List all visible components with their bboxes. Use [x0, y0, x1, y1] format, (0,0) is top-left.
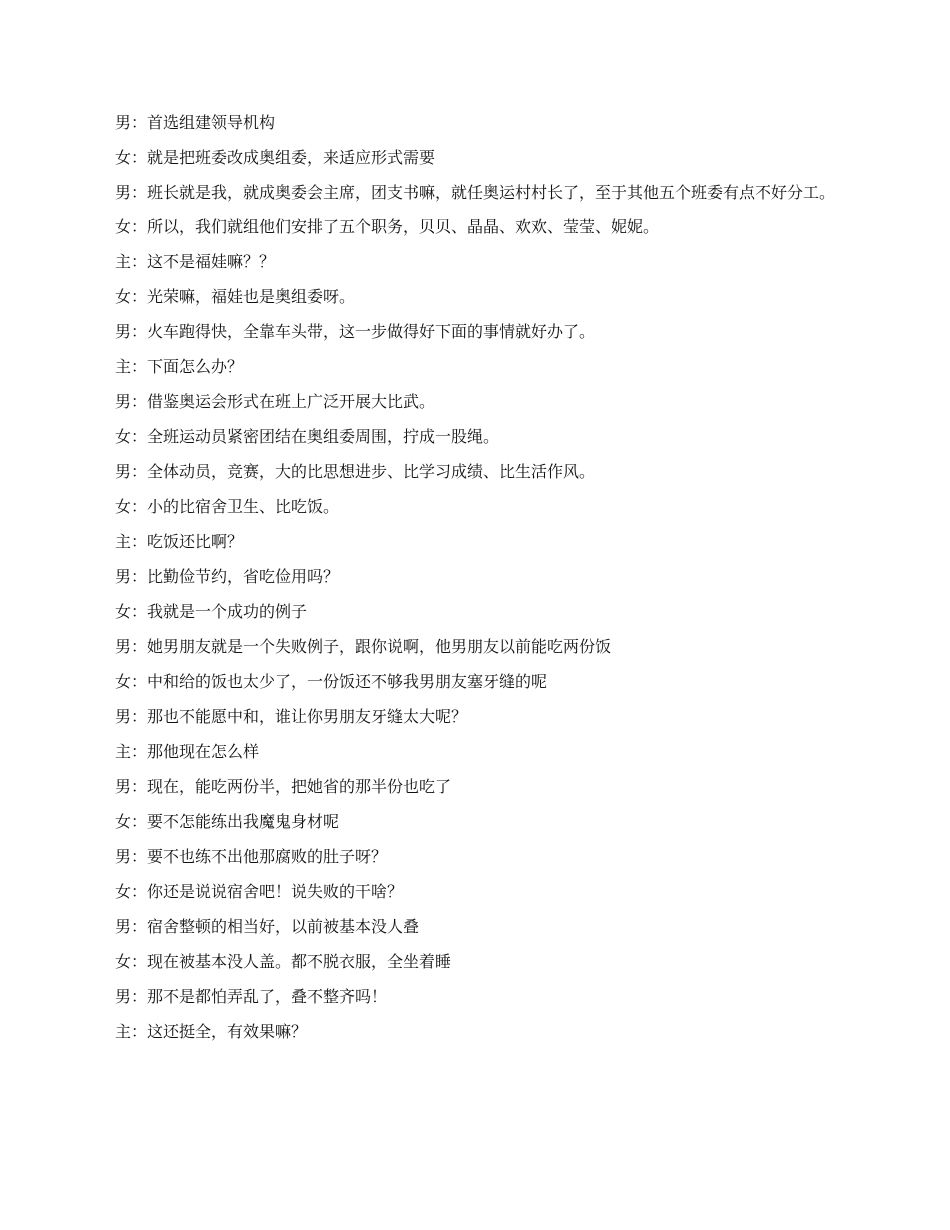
speaker-label: 男: [115, 462, 132, 481]
speaker-separator: ：: [131, 322, 148, 341]
dialogue-line: [115, 567, 840, 586]
speaker-label: 女: [115, 672, 132, 691]
speaker-label: 男: [115, 847, 132, 866]
dialogue-line: [115, 707, 840, 726]
speaker-label: 女: [115, 287, 132, 306]
dialogue-text: 光荣嘛，福娃也是奥组委呀。: [147, 287, 356, 306]
dialogue-line: [115, 357, 840, 376]
speaker-label: 女: [115, 602, 132, 621]
speaker-label: 主: [115, 742, 132, 761]
speaker-separator: ：: [131, 602, 148, 621]
dialogue-line: [115, 497, 840, 516]
dialogue-line: [115, 882, 840, 901]
dialogue-line: [115, 217, 840, 236]
dialogue-text: 班长就是我，就成奥委会主席，团支书嘛，就任奥运村村长了，至于其他五个班委有点不好分工。: [147, 183, 836, 202]
dialogue-text: 比勤俭节约，省吃俭用吗？: [147, 567, 340, 586]
dialogue-line: [115, 392, 840, 411]
dialogue-text: 你还是说说宿舍吧！说失败的干啥？: [147, 882, 404, 901]
speaker-label: 男: [115, 707, 132, 726]
dialogue-line: [115, 672, 840, 691]
speaker-label: 女: [115, 952, 132, 971]
dialogue-line: [115, 742, 840, 761]
speaker-separator: ：: [131, 392, 148, 411]
dialogue-text: 现在，能吃两份半，把她省的那半份也吃了: [147, 777, 452, 796]
dialogue-text: 要不怎能练出我魔鬼身材呢: [147, 812, 340, 831]
speaker-separator: ：: [131, 252, 148, 271]
dialogue-line: [115, 427, 840, 446]
dialogue-text: 现在被基本没人盖。都不脱衣服，全坐着睡: [147, 952, 452, 971]
dialogue-text: 就是把班委改成奥组委，来适应形式需要: [147, 148, 436, 167]
speaker-separator: ：: [131, 672, 148, 691]
dialogue-line: [115, 602, 840, 621]
speaker-separator: ：: [131, 637, 148, 656]
speaker-separator: ：: [131, 287, 148, 306]
speaker-label: 男: [115, 637, 132, 656]
speaker-label: 男: [115, 777, 132, 796]
speaker-separator: ：: [131, 148, 148, 167]
dialogue-text: 小的比宿舍卫生、比吃饭。: [147, 497, 340, 516]
speaker-label: 男: [115, 987, 132, 1006]
speaker-separator: ：: [131, 1022, 148, 1041]
speaker-separator: ：: [131, 812, 148, 831]
dialogue-line: [115, 532, 840, 551]
dialogue-text: 所以，我们就组他们安排了五个职务，贝贝、晶晶、欢欢、莹莹、妮妮。: [147, 217, 660, 236]
dialogue-text: 吃饭还比啊？: [147, 532, 244, 551]
speaker-separator: ：: [131, 847, 148, 866]
speaker-separator: ：: [131, 113, 148, 132]
dialogue-line: [115, 113, 840, 132]
dialogue-line: [115, 917, 840, 936]
speaker-separator: ：: [131, 532, 148, 551]
speaker-label: 主: [115, 1022, 132, 1041]
speaker-label: 男: [115, 917, 132, 936]
dialogue-text: 宿舍整顿的相当好，以前被基本没人叠: [147, 917, 420, 936]
dialogue-text: 下面怎么办？: [147, 357, 244, 376]
dialogue-text: 首选组建领导机构: [147, 113, 276, 132]
dialogue-line: [115, 322, 840, 341]
speaker-label: 女: [115, 217, 132, 236]
dialogue-text: 我就是一个成功的例子: [147, 602, 308, 621]
speaker-label: 女: [115, 148, 132, 167]
speaker-separator: ：: [131, 357, 148, 376]
dialogue-text: 那他现在怎么样: [147, 742, 260, 761]
speaker-label: 男: [115, 322, 132, 341]
speaker-separator: ：: [131, 462, 148, 481]
dialogue-text: 火车跑得快，全靠车头带，这一步做得好下面的事情就好办了。: [147, 322, 596, 341]
speaker-separator: ：: [131, 917, 148, 936]
dialogue-line: [115, 777, 840, 796]
dialogue-text: 全体动员，竞赛，大的比思想进步、比学习成绩、比生活作风。: [147, 462, 596, 481]
speaker-separator: ：: [131, 427, 148, 446]
speaker-label: 男: [115, 113, 132, 132]
dialogue-line: [115, 847, 840, 866]
dialogue-body: [115, 113, 840, 1057]
speaker-label: 女: [115, 497, 132, 516]
dialogue-line: [115, 252, 840, 271]
speaker-separator: ：: [131, 707, 148, 726]
dialogue-text: 那不是都怕弄乱了，叠不整齐吗！: [147, 987, 388, 1006]
dialogue-line: [115, 148, 840, 167]
speaker-separator: ：: [131, 882, 148, 901]
speaker-separator: ：: [131, 987, 148, 1006]
speaker-separator: ：: [131, 217, 148, 236]
dialogue-text: 全班运动员紧密团结在奥组委周围，拧成一股绳。: [147, 427, 500, 446]
speaker-label: 男: [115, 392, 132, 411]
speaker-label: 主: [115, 532, 132, 551]
dialogue-line: [115, 1022, 840, 1041]
dialogue-text: 借鉴奥运会形式在班上广泛开展大比武。: [147, 392, 436, 411]
speaker-label: 主: [115, 357, 132, 376]
speaker-label: 女: [115, 427, 132, 446]
speaker-label: 男: [115, 567, 132, 586]
speaker-separator: ：: [131, 497, 148, 516]
dialogue-text: 这不是福娃嘛？？: [147, 252, 276, 271]
dialogue-line: [115, 462, 840, 481]
dialogue-line: [115, 183, 840, 202]
speaker-separator: ：: [131, 952, 148, 971]
dialogue-text: 这还挺全，有效果嘛？: [147, 1022, 308, 1041]
speaker-separator: ：: [131, 183, 148, 202]
dialogue-line: [115, 287, 840, 306]
dialogue-text: 那也不能愿中和，谁让你男朋友牙缝太大呢？: [147, 707, 468, 726]
dialogue-line: [115, 987, 840, 1006]
speaker-separator: ：: [131, 567, 148, 586]
dialogue-text: 中和给的饭也太少了，一份饭还不够我男朋友塞牙缝的呢: [147, 672, 548, 691]
speaker-label: 女: [115, 812, 132, 831]
dialogue-line: [115, 637, 840, 656]
dialogue-text: 她男朋友就是一个失败例子，跟你说啊，他男朋友以前能吃两份饭: [147, 637, 612, 656]
dialogue-line: [115, 952, 840, 971]
dialogue-text: 要不也练不出他那腐败的肚子呀？: [147, 847, 388, 866]
speaker-label: 主: [115, 252, 132, 271]
speaker-separator: ：: [131, 742, 148, 761]
speaker-label: 女: [115, 882, 132, 901]
speaker-label: 男: [115, 183, 132, 202]
speaker-separator: ：: [131, 777, 148, 796]
dialogue-line: [115, 812, 840, 831]
